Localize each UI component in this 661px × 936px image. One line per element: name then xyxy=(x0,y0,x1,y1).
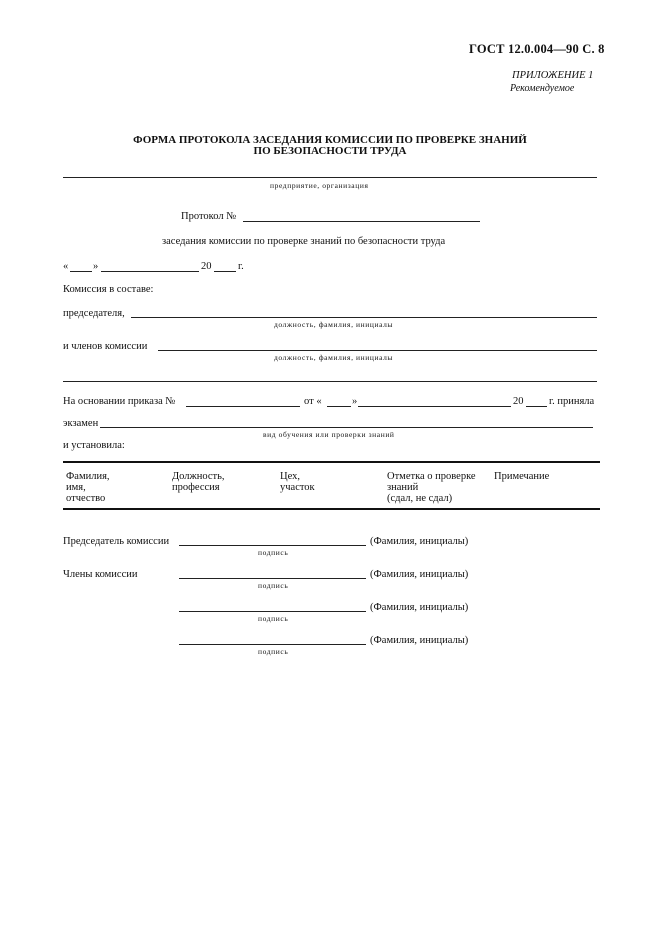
chairman-label: председателя, xyxy=(63,308,125,319)
form-title-line-1: ФОРМА ПРОТОКОЛА ЗАСЕДАНИЯ КОМИССИИ ПО ПРОВЕРКЕ ЗНАНИЙ xyxy=(133,134,527,146)
exam-label: экзамен xyxy=(63,418,99,429)
member-signature-line-3[interactable] xyxy=(179,644,366,645)
column-full-name xyxy=(66,471,110,504)
table-bottom-rule xyxy=(63,508,600,510)
members-line[interactable] xyxy=(158,350,597,351)
column-workshop-line-1: Цех, xyxy=(280,471,300,482)
column-knowledge-mark xyxy=(387,471,476,504)
established-label: и установила: xyxy=(63,440,125,451)
member-name-hint-3: (Фамилия, инициалы) xyxy=(370,635,469,646)
member-signature-line-2[interactable] xyxy=(179,611,366,612)
column-position xyxy=(172,471,225,493)
table-top-rule xyxy=(63,461,600,463)
chair-name-hint: (Фамилия, инициалы) xyxy=(370,536,469,547)
chairman-line[interactable] xyxy=(131,317,597,318)
column-knowledge-mark-line-2: знаний xyxy=(387,482,419,493)
chair-signature-line[interactable] xyxy=(179,545,366,546)
order-suffix: г. приняла xyxy=(549,396,595,407)
document-reference: ГОСТ 12.0.004—90 С. 8 xyxy=(469,42,605,56)
members-label: и членов комиссии xyxy=(63,341,148,352)
session-text: заседания комиссии по проверке знаний по безопасности труда xyxy=(162,236,446,247)
order-year-line[interactable] xyxy=(526,406,547,407)
column-workshop xyxy=(280,471,315,493)
member-signature-caption-2: подпись xyxy=(258,614,289,623)
form-title-line-2: ПО БЕЗОПАСНОСТИ ТРУДА xyxy=(253,145,407,157)
members-signature-label: Члены комиссии xyxy=(63,569,138,580)
order-year-prefix: 20 xyxy=(513,396,524,407)
protocol-number-line[interactable] xyxy=(243,221,480,222)
member-name-hint-2: (Фамилия, инициалы) xyxy=(370,602,469,613)
form-title xyxy=(60,135,600,157)
member-signature-line-1[interactable] xyxy=(179,578,366,579)
column-full-name-line-3: отчество xyxy=(66,493,106,504)
date-year-suffix: г. xyxy=(238,261,244,272)
protocol-label: Протокол № xyxy=(181,211,237,222)
column-full-name-line-1: Фамилия, xyxy=(66,471,110,482)
date-month-line[interactable] xyxy=(101,271,199,272)
order-day-line[interactable] xyxy=(327,406,351,407)
commission-label: Комиссия в составе: xyxy=(63,284,154,295)
column-workshop-line-2: участок xyxy=(280,482,315,493)
appendix-status: Рекомендуемое xyxy=(510,83,575,94)
column-note-line-1: Примечание xyxy=(494,471,550,482)
chair-signature-caption: подпись xyxy=(258,548,289,557)
date-close-quote: » xyxy=(93,261,99,272)
date-day-line[interactable] xyxy=(70,271,92,272)
column-position-line-2: профессия xyxy=(172,482,220,493)
date-year-line[interactable] xyxy=(214,271,236,272)
order-prefix: На основании приказа № xyxy=(63,396,176,407)
column-knowledge-mark-line-1: Отметка о проверке xyxy=(387,471,476,482)
exam-line[interactable] xyxy=(100,427,593,428)
column-full-name-line-2: имя, xyxy=(66,482,86,493)
order-close-quote: » xyxy=(352,396,358,407)
date-year-prefix: 20 xyxy=(201,261,212,272)
column-knowledge-mark-line-3: (сдал, не сдал) xyxy=(387,493,453,504)
members-caption: должность, фамилия, инициалы xyxy=(274,353,394,362)
member-name-hint-1: (Фамилия, инициалы) xyxy=(370,569,469,580)
chair-signature-label: Председатель комиссии xyxy=(63,536,170,547)
column-note xyxy=(494,471,549,482)
organization-caption: предприятие, организация xyxy=(270,181,369,190)
organization-line[interactable] xyxy=(63,177,597,178)
exam-caption: вид обучения или проверки знаний xyxy=(263,430,395,439)
member-signature-caption-3: подпись xyxy=(258,647,289,656)
order-from-label: от « xyxy=(304,396,322,407)
order-month-line[interactable] xyxy=(358,406,511,407)
member-signature-caption-1: подпись xyxy=(258,581,289,590)
appendix-label: ПРИЛОЖЕНИЕ 1 xyxy=(512,70,594,81)
chairman-caption: должность, фамилия, инициалы xyxy=(274,320,394,329)
members-extra-line[interactable] xyxy=(63,381,597,382)
order-number-line[interactable] xyxy=(186,406,300,407)
column-position-line-1: Должность, xyxy=(172,471,225,482)
date-open-quote: « xyxy=(63,261,69,272)
